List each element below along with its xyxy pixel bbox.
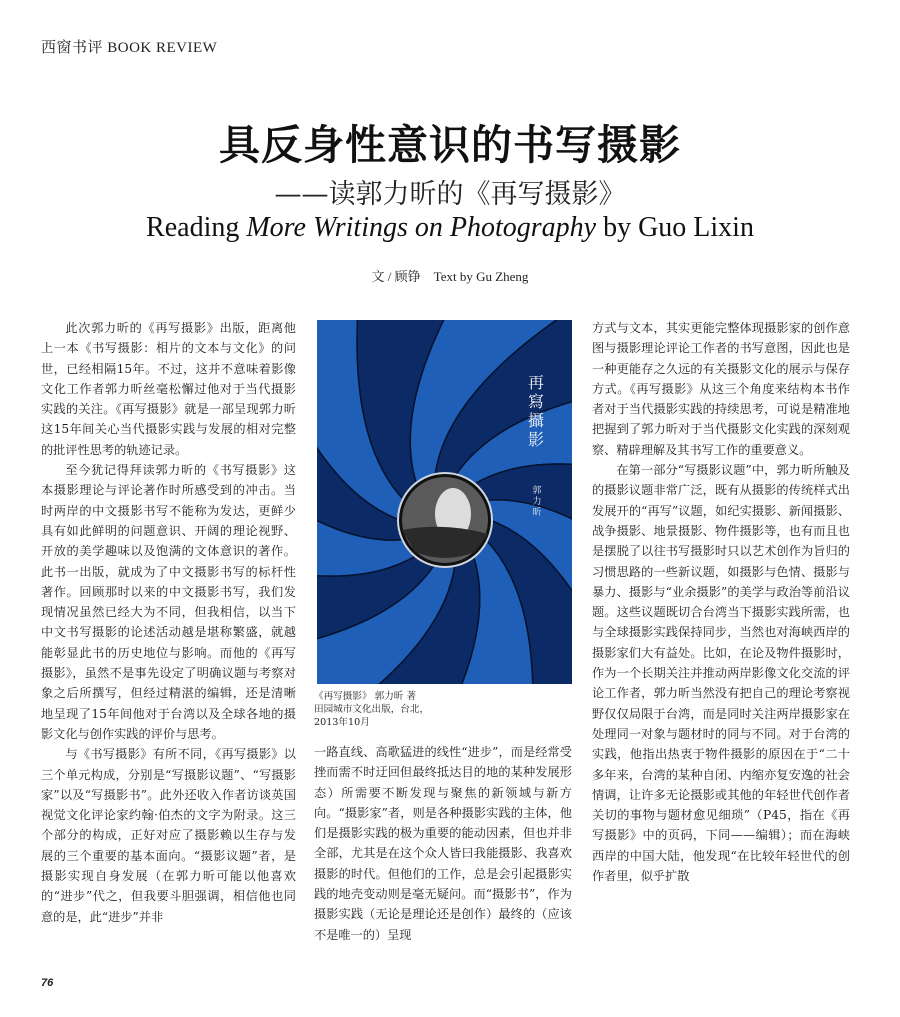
text-column-1 xyxy=(41,318,296,927)
paragraph: 与《书写摄影》有所不同，《再写摄影》以三个单元构成，分别是“写摄影议题”、“写摄影家”以及“写摄影书”。此外还收入作者访谈英国视觉文化评论家约翰·伯杰的文字为附录。这三个部分的构成，正好对应了摄影赖以生存与发展的三个重要的基本面向。“摄影议题”者，是摄影实现自身发展（在郭力昕可能以他喜欢的“进步”代之，但我要斗胆强调，相信他也同意的是，此“进步”并非 xyxy=(41,747,296,924)
cover-author: 郭力昕 xyxy=(532,486,542,518)
english-title-prefix: Reading xyxy=(146,212,247,243)
cover-title: 再寫攝影 xyxy=(527,373,544,449)
page-number: 76 xyxy=(41,977,54,989)
article-title: 具反身性意识的书写摄影 xyxy=(219,121,681,169)
english-title xyxy=(0,212,900,244)
section-header: 西窗书评 BOOK REVIEW xyxy=(41,40,218,56)
book-cover-image xyxy=(317,320,572,684)
paragraph: 方式与文本，其实更能完整体现摄影家的创作意图与摄影理论评论工作者的书写意图，因此也是一种更能存之久远的有关摄影文化的展示与保存方式。《再写摄影》从这三个角度来结构本书作者对于当代摄影实践的持续思考，可说是精准地把握到了郭力昕对于当代摄影文化实践的深刻观察、精辟理解及其书写工作的重要意义。 xyxy=(592,321,850,457)
paragraph: 至今犹记得拜读郭力昕的《书写摄影》这本摄影理论与评论著作时所感受到的冲击。当时两岸的中文摄影书写不能称为发达，更鲜少具有如此鲜明的问题意识、开阔的理论视野、开放的美学趣味以及饱满的文体意识的著作。此书一出版，就成为了中文摄影书写的标杆性著作。回顾那时以来的中文摄影书写，我们发现情况虽然已经大为不同，但我相信，以当下中文书写摄影的论述活动越是堪称繁盛，就越能彰显此书的历史地位与影响。而他的《再写摄影》，虽然不是事先设定了明确议题与考察对象之后所撰写，但经过精湛的编辑，还是清晰地呈现了15年间他对于台湾以及全球各地的摄影文化与创作实践的评价与思考。 xyxy=(41,463,296,741)
english-title-suffix: by Guo Lixin xyxy=(596,212,754,243)
byline: 文 / 顾铮 Text by Gu Zheng xyxy=(371,269,529,284)
article-subtitle: ——读郭力昕的《再写摄影》 xyxy=(274,179,626,210)
image-caption: 《再写摄影》 郭力昕 著 田园城市文化出版，台北， 2013年10月 xyxy=(314,691,430,728)
paragraph: 一路直线、高歌猛进的线性“进步”，而是经常受挫而需不时迂回但最终抵达目的地的某种发展形态）所需要不断发现与聚焦的新领域与新方向。“摄影家”者，则是各种摄影实践的主体，他们是摄影实践的极为重要的能动因素，但也并非全部，尤其是在这个众人皆曰我能摄影、我喜欢摄影的时代。但他们的工作，总是会引起摄影实践的地壳变动则是毫无疑问。而“摄影书”，作为摄影实践（无论是理论还是创作）最终的（应该不是唯一的）呈现 xyxy=(314,745,572,942)
paragraph: 在第一部分“写摄影议题”中，郭力昕所触及的摄影议题非常广泛，既有从摄影的传统样式出发展开的“再写”议题，如纪实摄影、新闻摄影、战争摄影、地景摄影、物件摄影等，也有而且也是摆脱了以往书写摄影时只以艺术创作为旨归的习惯思路的一些新议题，如摄影与色情、摄影与暴力、摄影与“业余摄影”的美学与政治等前沿议题。这些议题既切合台湾当下摄影实践所需，也与全球摄影实践保持同步，当然也对海峡西岸的摄影家们大有益处。比如，在论及物件摄影时，作为一个长期关注并推动两岸影像文化交流的评论工作者，郭力昕当然没有把自己的理论考察视野仅仅局限于台湾，而是同时关注两岸摄影家在处理同一对象与题材时的同与不同。对于台湾的实践，他指出热衷于物件摄影的原因在于“二十多年来，台湾的某种自闭、内缩亦复安逸的社会情调，让许多无论摄影或其他的年轻世代创作者关切的事物与题材愈见细琐”（P45，指在《再写摄影》中的页码，下同——编辑）；而在海峡西岸的中国大陆，他发现“在比较年轻世代的创作者里，似乎扩散 xyxy=(592,463,850,884)
text-column-3 xyxy=(592,318,850,886)
text-column-2 xyxy=(314,742,572,945)
paragraph: 此次郭力昕的《再写摄影》出版，距离他上一本《书写摄影：相片的文本与文化》的问世，已经相隔15年。不过，这并不意味着影像文化工作者郭力昕丝毫松懈过他对于当代摄影实践的关注。《再写摄影》就是一部呈现郭力昕这15年间关心当代摄影实践与发展的相对完整的批评性思考的轨迹记录。 xyxy=(41,321,296,457)
english-title-book: More Writings on Photography xyxy=(246,212,597,243)
